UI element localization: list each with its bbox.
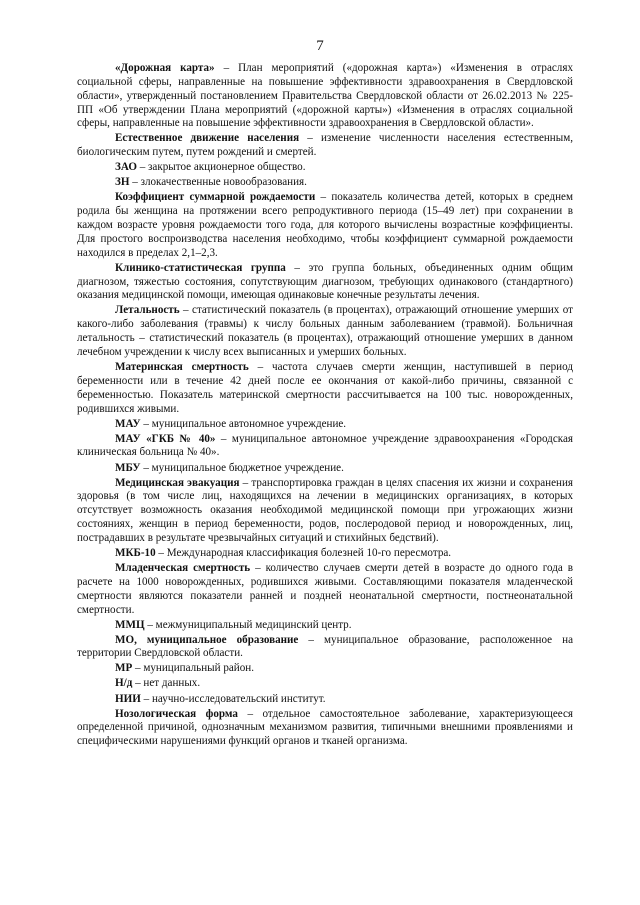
entry-term: Младенческая смертность [115,561,251,574]
entry-definition: – транспортировка граждан в целях спасения их жизни и сохранения здоровья (в том числе лиц, находящихся на лечении в медицинских организациях, в которых отсутствует возможность оказания необходимой медицинской помощи при угрожающих жизни состояниях, женщин в период беременности, родов, послеродовой период и новорожденных, лиц, пострадавших в результате чрезвычайных ситуаций и стихийных бедствий). [77,476,573,544]
glossary-entry-zn [77,176,573,190]
glossary-entry-mbu [77,462,573,476]
glossary-entry-lethality [77,304,573,359]
entry-term: Н/д [115,677,133,690]
page-number: 7 [316,38,324,54]
entry-definition: – муниципальное бюджетное учреждение. [140,461,344,474]
entry-definition: – закрытое акционерное общество. [136,161,306,174]
glossary-entry-mau-gkb-40 [77,433,573,461]
entry-term: НИИ [115,692,141,705]
entry-term: ЗАО [115,161,137,174]
entry-term: Медицинская эвакуация [115,476,240,489]
entry-definition: – статистический показатель (в процентах), отражающий отношение умерших от какого-либо заболевания (травмы) к числу больных данным заболеванием (травмой). Больничная летальность – статистический показатель (в процентах), отражающий отношение умерших в данном лечебном учреждении к числу всех выписанных и умерших больных. [77,304,573,358]
glossary-entry-fertility-rate [77,191,573,260]
entry-term: Нозологическая форма [115,707,238,720]
glossary-entry-roadmap [77,62,573,131]
entry-term: Коэффициент суммарной рождаемости [115,191,316,204]
entry-definition: – муниципальный район. [132,662,254,675]
entry-definition: – межмуниципальный медицинский центр. [144,618,352,631]
glossary-entry-maternal-mortality [77,361,573,416]
entry-term: ЗН [115,176,130,189]
entry-term: МО, муниципальное образование [115,633,299,646]
glossary-entry-zao [77,161,573,175]
entry-term: МР [115,662,133,675]
glossary-entry-mr [77,662,573,676]
glossary-entry-clinical-group [77,262,573,304]
entry-term: МАУ [115,417,141,430]
entry-definition: – отдельное самостоятельное заболевание, характеризующееся определенной причиной, однозначным механизмом развития, типичными внешними проявлениями и специфическими нарушениями функций органов и тканей организма. [77,707,573,748]
entry-definition: – злокачественные новообразования. [129,176,307,189]
glossary-entry-natural-movement [77,132,573,160]
entry-definition: – муниципальное автономное учреждение. [140,417,347,430]
entry-term: Клинико-статистическая группа [115,261,286,274]
glossary-entry-nii [77,693,573,707]
glossary-entry-medical-evacuation [77,477,573,546]
entry-definition: – План мероприятий («дорожная карта») «Изменения в отраслях социальной сферы, направленные на повышение эффективности здравоохранения в Свердловской области», утвержденный постановлением Правительства Свердловской области от 26.02.2013 № 225-ПП «Об утверждении Плана мероприятий («дорожной карты») «Изменения в отраслях социальной сферы, направленные на повышение эффективности здравоохранения в Свердловской области». [77,62,573,130]
entry-term: МАУ «ГКБ № 40» [115,432,216,445]
glossary-entry-municipality [77,634,573,662]
glossary-entry-mau [77,418,573,432]
entry-term: МБУ [115,461,141,474]
entry-definition: – изменение численности населения естественным, биологическим путем, путем рождений и смертей. [77,132,573,159]
entry-term: «Дорожная карта» [115,62,215,74]
entry-definition: – показатель количества детей, которых в среднем родила бы женщина на протяжении всего репродуктивного периода (15–49 лет) при сохранении в каждом возрасте уровня рождаемости того года, для которого вычислены возрастные коэффициенты. Для простого воспроизводства населения необходимо, чтобы коэффициент суммарной рождаемости находился в пределах 2,1–2,3. [77,191,573,259]
glossary-entry-infant-mortality [77,562,573,617]
entry-term: Материнская смертность [115,361,249,374]
glossary-entry-mmc [77,619,573,633]
entry-term: МКБ-10 [115,546,156,559]
glossary-entry-nosological-form [77,708,573,750]
entry-definition: – муниципальное автономное учреждение здравоохранения «Городская клиническая больница № 40». [77,432,573,459]
glossary-content [77,62,573,750]
entry-term: Естественное движение населения [115,132,300,145]
entry-definition: – это группа больных, объединенных одним общим диагнозом, тяжестью состояния, сопутствующим диагнозом, требующих одинакового (стандартного) оказания медицинской помощи, имеющая одинаковые конечные результаты лечения. [77,261,574,302]
entry-term: Летальность [115,304,180,317]
entry-definition: – количество случаев смерти детей в возрасте до одного года в расчете на 1000 новорожденных, родившихся живыми. Составляющими показателя младенческой смертности являются показатели ранней и поздней неонатальной смертности, постнеонатальной смертности. [77,561,573,616]
entry-definition: – Международная классификация болезней 10-го пересмотра. [155,546,452,559]
glossary-entry-no-data [77,677,573,691]
entry-term: ММЦ [115,618,145,631]
entry-definition: – муниципальное образование, расположенное на территории Свердловской области. [77,633,573,660]
entry-definition: – частота случаев смерти женщин, наступившей в период беременности или в течение 42 дней после ее окончания от какой-либо причины, связанной с беременностью. Показатель материнской смертности рассчитывается на 100 тыс. новорожденных, родившихся живыми. [77,361,573,415]
glossary-entry-icd-10 [77,547,573,561]
entry-definition: – научно-исследовательский институт. [140,692,326,705]
entry-definition: – нет данных. [132,677,201,690]
